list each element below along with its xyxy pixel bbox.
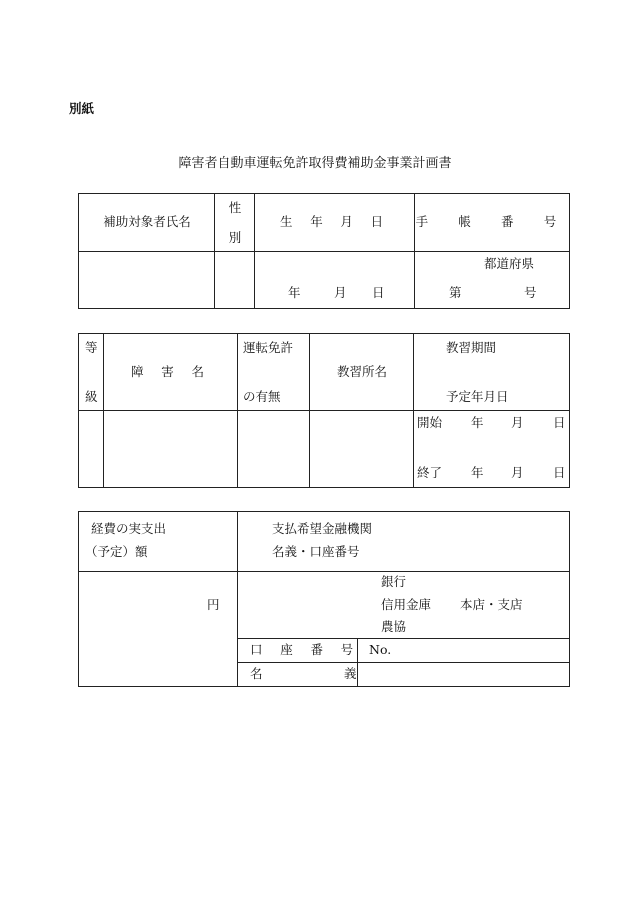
header-period-cell xyxy=(414,334,570,411)
header-bank-1: 支払希望金融機関 xyxy=(272,521,373,536)
header-handbook-no: 手 帳 番 号 xyxy=(415,214,570,229)
handbook-no-suffix: 号 xyxy=(524,285,537,300)
header-planned-date: 予定年月日 xyxy=(446,389,509,404)
header-disability-name: 障 害 名 xyxy=(131,364,211,379)
header-handbook-cell xyxy=(415,194,570,252)
period-start-label: 開始 xyxy=(417,415,443,430)
period-end-day: 日 xyxy=(553,465,566,480)
birth-day-unit: 日 xyxy=(372,285,385,300)
header-school-name: 教習所名 xyxy=(336,364,387,379)
header-bank-cell xyxy=(238,512,570,572)
header-birthdate-cell xyxy=(255,194,415,252)
header-period: 教習期間 xyxy=(446,340,497,355)
applicant-header-row xyxy=(79,194,570,252)
account-no-input-cell[interactable] xyxy=(358,639,570,663)
sex-input-cell[interactable] xyxy=(215,252,255,309)
yen-unit: 円 xyxy=(207,597,220,612)
name-input-cell[interactable] xyxy=(79,252,215,309)
header-school-cell xyxy=(310,334,414,411)
header-expense-cell xyxy=(79,512,238,572)
bank-type-row xyxy=(79,572,570,639)
header-license-2: の有無 xyxy=(243,389,281,404)
header-expense-1: 経費の実支出 xyxy=(91,521,167,536)
header-expense-2: （予定）額 xyxy=(85,544,148,559)
period-start-year: 年 xyxy=(471,415,484,430)
license-input-cell[interactable] xyxy=(238,411,310,488)
handbook-input-cell[interactable] xyxy=(415,252,570,309)
agri-coop-label: 農協 xyxy=(381,619,407,634)
prefecture-label: 都道府県 xyxy=(484,256,535,271)
period-end-year: 年 xyxy=(471,465,484,480)
birthdate-input-cell[interactable] xyxy=(255,252,415,309)
header-grade-1: 等 xyxy=(85,340,98,355)
training-table xyxy=(78,333,570,488)
holder-label-cell xyxy=(238,663,396,687)
bank-type-cell[interactable] xyxy=(238,572,570,639)
header-disability-cell xyxy=(104,334,238,411)
period-start-day: 日 xyxy=(553,415,566,430)
account-no-label-cell xyxy=(238,639,361,663)
header-license-1: 運転免許 xyxy=(243,340,294,355)
account-no-label: 口 座 番 号 xyxy=(250,642,361,657)
header-bank-2: 名義・口座番号 xyxy=(272,544,360,559)
header-sex-cell xyxy=(215,194,255,252)
holder-input-cell[interactable] xyxy=(358,663,570,687)
header-grade-cell xyxy=(79,334,104,411)
header-license-cell xyxy=(238,334,310,411)
page-title: 障害者自動車運転免許取得費補助金事業計画書 xyxy=(178,156,452,171)
bank-label: 銀行 xyxy=(381,574,407,589)
credit-union-label: 信用金庫 xyxy=(381,597,432,612)
header-grade-2: 級 xyxy=(85,389,98,404)
handbook-no-prefix: 第 xyxy=(449,285,462,300)
school-input-cell[interactable] xyxy=(310,411,414,488)
period-end-month: 月 xyxy=(511,465,524,480)
training-input-row xyxy=(79,411,570,488)
grade-input-cell[interactable] xyxy=(79,411,104,488)
branch-label: 本店・支店 xyxy=(460,597,523,612)
header-birthdate: 生 年 月 日 xyxy=(279,214,391,229)
header-name: 補助対象者氏名 xyxy=(103,214,191,229)
expense-header-row xyxy=(79,512,570,572)
birth-year-unit: 年 xyxy=(288,285,301,300)
period-input-cell[interactable] xyxy=(414,411,570,488)
holder-label: 名 義 xyxy=(250,666,396,681)
header-sex-2: 別 xyxy=(228,230,242,245)
birth-month-unit: 月 xyxy=(334,285,347,300)
training-header-row xyxy=(79,334,570,411)
disability-input-cell[interactable] xyxy=(104,411,238,488)
amount-input-cell[interactable] xyxy=(79,572,238,687)
expense-table xyxy=(78,511,570,687)
period-start-month: 月 xyxy=(511,415,524,430)
attachment-label: 別紙 xyxy=(69,101,95,116)
header-name-cell xyxy=(79,194,215,252)
applicant-input-row xyxy=(79,252,570,309)
account-no-prefix: No. xyxy=(369,642,392,657)
period-end-label: 終了 xyxy=(417,465,443,480)
header-sex-1: 性 xyxy=(228,200,242,215)
applicant-table xyxy=(78,193,570,309)
